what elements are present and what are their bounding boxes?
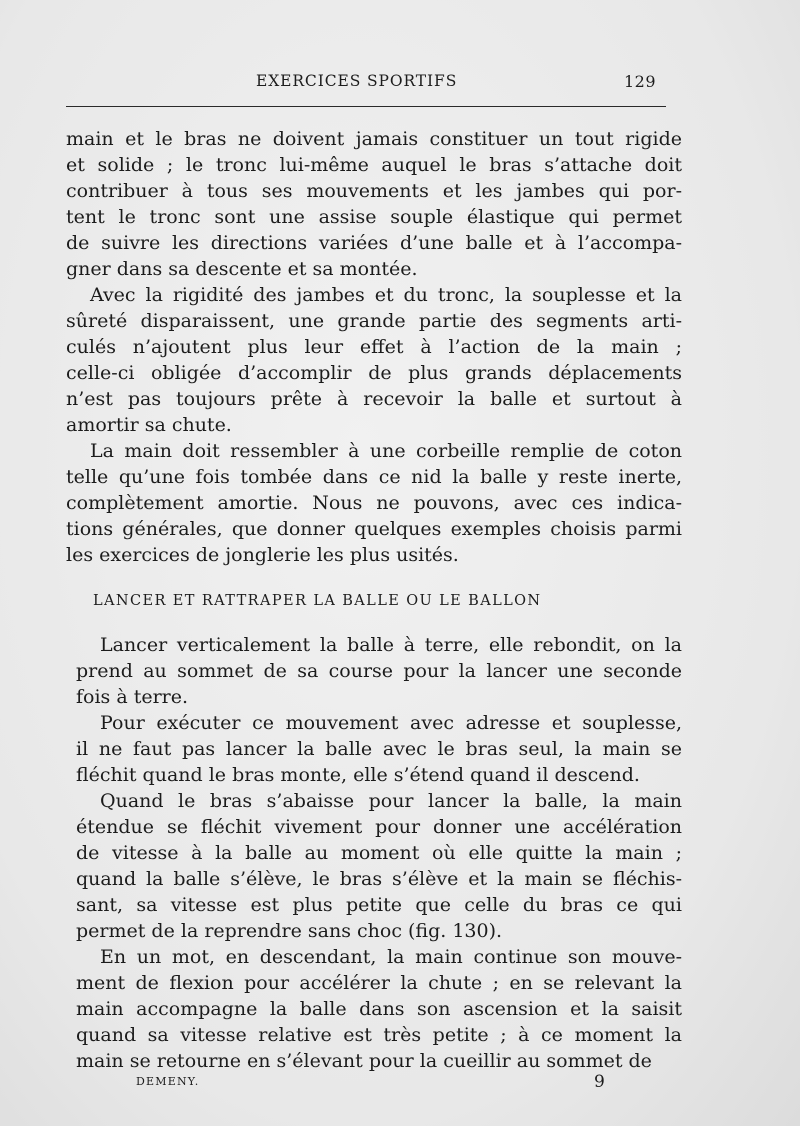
text-line: quand la balle s’élève, le bras s’élève et la main se fléchis- bbox=[76, 868, 682, 890]
footer-signature: DEMENY. bbox=[136, 1075, 200, 1088]
text-line: En un mot, en descendant, la main continue son mouve- bbox=[100, 946, 682, 968]
text-line: Avec la rigidité des jambes et du tronc, la souplesse et la bbox=[90, 284, 682, 306]
header-rule bbox=[66, 106, 666, 107]
text-line: culés n’ajoutent plus leur effet à l’action de la main ; bbox=[66, 336, 682, 358]
text-line: Lancer verticalement la balle à terre, elle rebondit, on la bbox=[100, 634, 682, 656]
text-line: prend au sommet de sa course pour la lancer une seconde bbox=[76, 660, 682, 682]
text-line: main se retourne en s’élevant pour la cueillir au sommet de bbox=[76, 1050, 652, 1072]
page-number: 129 bbox=[623, 72, 656, 91]
footer-sheet-number: 9 bbox=[594, 1072, 605, 1092]
paragraph bbox=[76, 788, 682, 944]
text-line: fléchit quand le bras monte, elle s’étend quand il descend. bbox=[76, 764, 640, 786]
text-line: n’est pas toujours prête à recevoir la balle et surtout à bbox=[66, 388, 682, 410]
text-line: et solide ; le tronc lui-même auquel le bras s’attache doit bbox=[66, 154, 682, 176]
paragraph bbox=[76, 632, 682, 710]
text-line: complètement amortie. Nous ne pouvons, avec ces indica- bbox=[66, 492, 682, 514]
text-line: quand sa vitesse relative est très petite ; à ce moment la bbox=[76, 1024, 682, 1046]
text-line: main et le bras ne doivent jamais constituer un tout rigide bbox=[66, 128, 682, 150]
text-line: sûreté disparaissent, une grande partie des segments arti- bbox=[66, 310, 682, 332]
paragraph bbox=[76, 710, 682, 788]
paragraph bbox=[66, 438, 682, 568]
text-line: telle qu’une fois tombée dans ce nid la balle y reste inerte, bbox=[66, 466, 682, 488]
text-line: de vitesse à la balle au moment où elle quitte la main ; bbox=[76, 842, 682, 864]
text-line: il ne faut pas lancer la balle avec le bras seul, la main se bbox=[76, 738, 682, 760]
text-line: celle-ci obligée d’accomplir de plus grands déplacements bbox=[66, 362, 682, 384]
paragraph bbox=[76, 944, 682, 1074]
running-header bbox=[66, 72, 668, 96]
text-line: ment de flexion pour accélérer la chute ; en se relevant la bbox=[76, 972, 682, 994]
text-line: contribuer à tous ses mouvements et les jambes qui por- bbox=[66, 180, 682, 202]
text-line: La main doit ressembler à une corbeille remplie de coton bbox=[90, 440, 682, 462]
body-text-bottom bbox=[76, 632, 682, 1074]
text-line: de suivre les directions variées d’une balle et à l’accompa- bbox=[66, 232, 682, 254]
text-line: amortir sa chute. bbox=[66, 414, 232, 436]
body-text-top bbox=[66, 126, 682, 568]
text-line: tions générales, que donner quelques exemples choisis parmi bbox=[66, 518, 682, 540]
text-line: étendue se fléchit vivement pour donner une accélération bbox=[76, 816, 682, 838]
text-line: tent le tronc sont une assise souple élastique qui permet bbox=[66, 206, 682, 228]
text-line: main accompagne la balle dans son ascension et la saisit bbox=[76, 998, 682, 1020]
text-line: permet de la reprendre sans choc (fig. 130). bbox=[76, 920, 503, 942]
text-line: Quand le bras s’abaisse pour lancer la balle, la main bbox=[100, 790, 682, 812]
paragraph bbox=[66, 282, 682, 438]
text-line: Pour exécuter ce mouvement avec adresse et souplesse, bbox=[100, 712, 682, 734]
running-title: EXERCICES SPORTIFS bbox=[256, 72, 458, 90]
text-line: sant, sa vitesse est plus petite que celle du bras ce qui bbox=[76, 894, 682, 916]
text-line: fois à terre. bbox=[76, 686, 189, 708]
text-line: gner dans sa descente et sa montée. bbox=[66, 258, 418, 280]
paragraph bbox=[66, 126, 682, 282]
text-line: les exercices de jonglerie les plus usités. bbox=[66, 544, 459, 566]
section-heading: LANCER ET RATTRAPER LA BALLE OU LE BALLON bbox=[93, 593, 542, 609]
